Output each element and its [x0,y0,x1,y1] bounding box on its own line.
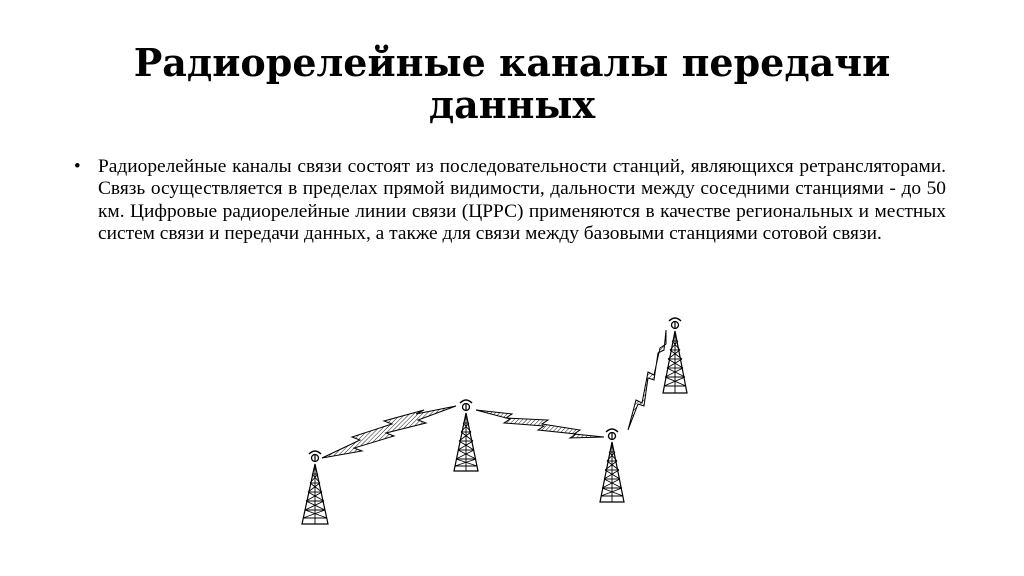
link-2-3 [476,410,604,438]
bullet-text: Радиорелейные каналы связи состоят из последовательности станций, являющихся ретрансляторами. Связь осуществляется в пределах прямой видимости, дальности между соседними станциями - до 50 км. Цифровые радиорелейные линии связи (ЦРРС) применяются в качестве региональных и местных систем связи и передачи данных, а также для связи между базовыми станциями сотовой связи. [98,156,946,245]
page-title: Радиорелейные каналы передачи данных [133,40,891,127]
relay-tower-3 [600,429,624,502]
bullet-marker: • [74,156,81,177]
relay-tower-4 [663,318,687,393]
link-3-4 [628,330,666,430]
relay-tower-2 [454,400,478,471]
link-1-2 [322,406,456,458]
relay-tower-1 [302,451,328,524]
